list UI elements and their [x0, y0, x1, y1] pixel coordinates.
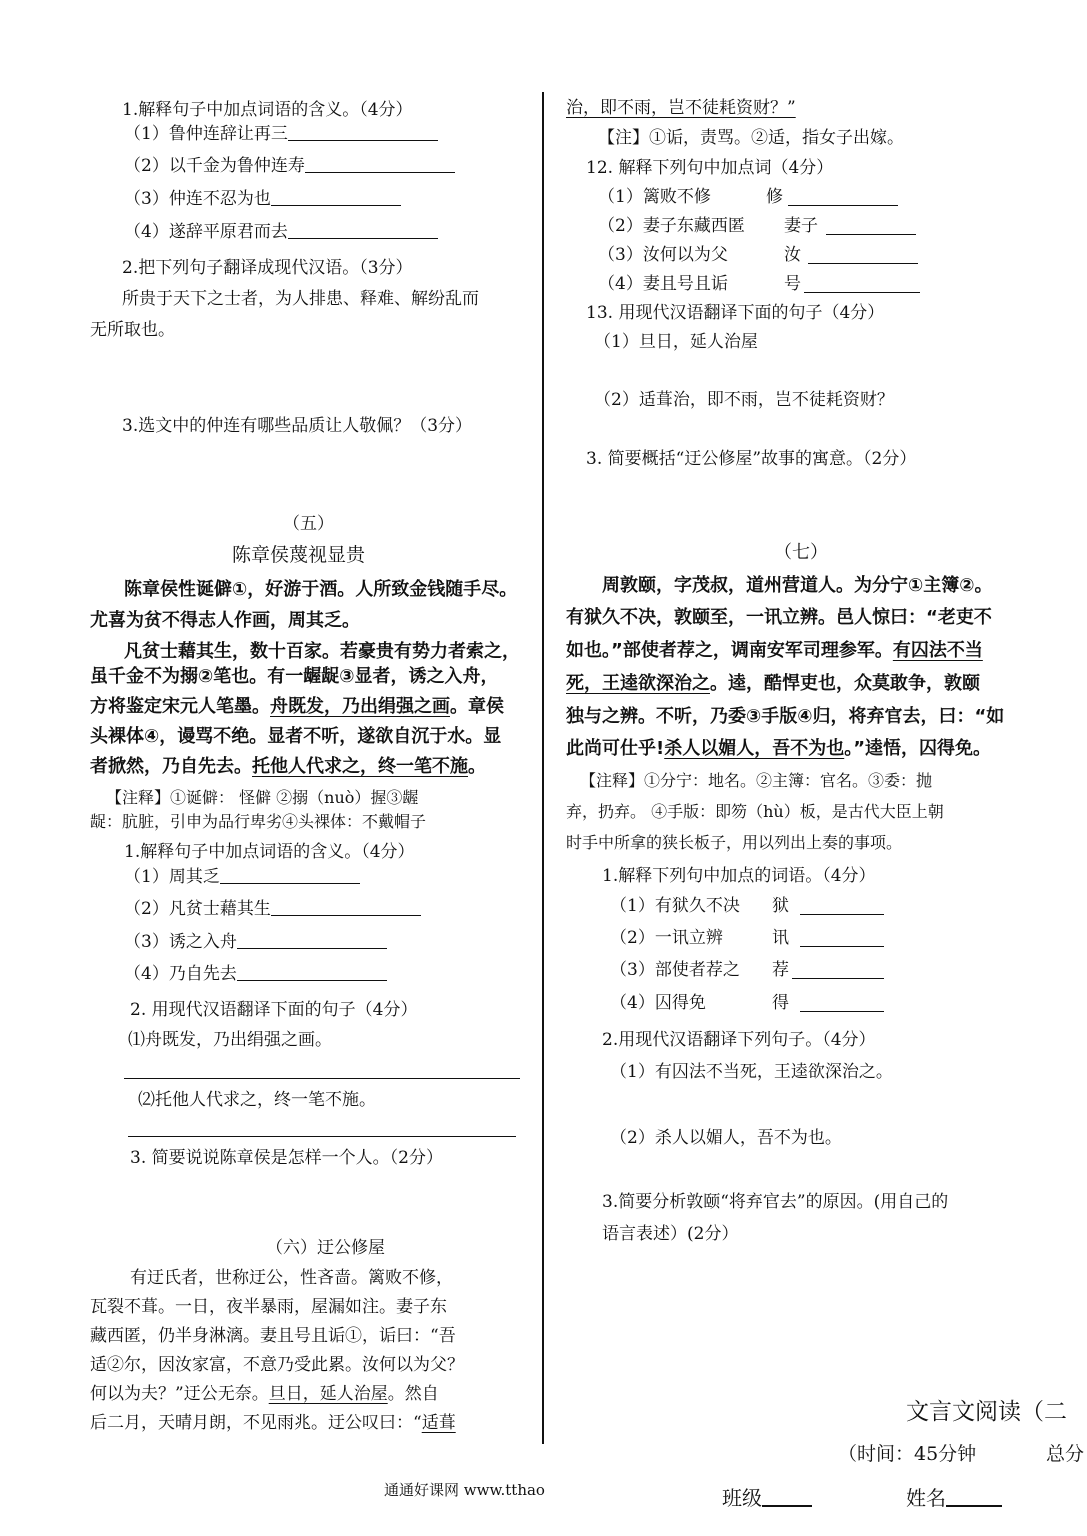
s5-passage-line: 陈章侯性诞僻①，好游于酒。人所致金钱随手尽。	[124, 579, 518, 600]
underlined-sentence: 托他人代求之，终一笔不施	[252, 756, 468, 777]
s6-q13-sentence: （1）旦日，延人治屋	[594, 332, 758, 352]
underlined-sentence: 死，王逵欲深治之	[566, 673, 710, 694]
s7-q1-item-3: （3）部使者荐之 荐	[610, 958, 740, 982]
s7-note: 【注释】①分宁：地名。②主簿：官名。③委：抛	[580, 771, 933, 790]
s5-passage-line: 尤喜为贫不得志人作画，周其乏。	[90, 610, 360, 631]
answer-blank[interactable]	[808, 247, 918, 264]
answer-blank[interactable]	[800, 995, 884, 1012]
underlined-sentence: 治，即不雨，岂不徒耗资财？”	[566, 98, 796, 118]
underlined-sentence: 旦日，延人治屋	[268, 1384, 388, 1404]
s6-passage-continued	[566, 96, 796, 120]
s5-q1-item-3: （3）诱之入舟	[124, 930, 387, 954]
s7-question-3: 语言表述）(2分）	[602, 1224, 739, 1244]
answer-blank[interactable]	[288, 124, 438, 141]
answer-blank[interactable]	[237, 932, 387, 949]
s7-passage-line: 死，王逵欲深治之。逵，酷悍吏也，众莫敢争，敦颐	[566, 673, 980, 694]
answer-line[interactable]	[124, 1078, 520, 1079]
s5-question-1: 1.解释句子中加点词语的含义。（4分）	[124, 842, 415, 862]
s6-question-13: 13. 用现代汉语翻译下面的句子（4分）	[586, 303, 885, 323]
answer-blank[interactable]	[804, 276, 920, 293]
s5-q1-item-1: （1）周其乏	[124, 865, 360, 889]
s5-passage-line: 方将鉴定宋元人笔墨。舟既发，乃出绢强之画。章侯	[90, 696, 504, 717]
s6-note: 【注】①诟，责骂。②适，指女子出嫁。	[598, 128, 904, 148]
s7-passage-line: 周敦颐，字茂叔，道州营道人。为分宁①主簿②。	[602, 575, 993, 596]
cover-title: 文言文阅读（二	[906, 1399, 1067, 1425]
answer-blank[interactable]	[800, 930, 884, 947]
answer-blank[interactable]	[305, 156, 455, 173]
s4-question-1: 1.解释句子中加点词语的含义。（4分）	[122, 100, 413, 120]
s7-question-1: 1.解释下列句中加点的词语。（4分）	[602, 866, 876, 886]
s7-passage-line: 此尚可仕乎!杀人以媚人，吾不为也。”逵悟，囚得免。	[566, 738, 992, 759]
s6-q12-item-1: （1）篱败不修 修	[598, 185, 711, 209]
class-label: 班级	[722, 1486, 762, 1510]
class-field	[722, 1486, 812, 1510]
s7-note: 时手中所拿的狭长板子，用以列出上奏的事项。	[566, 833, 903, 852]
s5-note: 龊：肮脏，引申为品行卑劣④头裸体：不戴帽子	[90, 812, 427, 831]
footer-watermark: 通通好课网 www.tthao	[384, 1481, 545, 1499]
answer-blank[interactable]	[826, 218, 916, 235]
section-5-title: 陈章侯蔑视显贵	[232, 544, 366, 566]
s5-passage-line: 者掀然，乃自先去。托他人代求之，终一笔不施。	[90, 756, 486, 777]
s5-note: 【注释】①诞僻： 怪僻 ②搦（nuò）握③龌	[106, 788, 419, 807]
answer-blank[interactable]	[271, 189, 401, 206]
s5-q2-sentence: ⑵托他人代求之，终一笔不施。	[138, 1090, 376, 1110]
answer-blank[interactable]	[792, 962, 884, 979]
s7-note: 弃，扔弃。 ④手版：即笏（hù）板，是古代大臣上朝	[566, 802, 944, 821]
answer-blank[interactable]	[800, 898, 884, 915]
s5-q1-item-4: （4）乃自先去	[124, 962, 387, 986]
s6-question-12: 12. 解释下列句中加点词（4分）	[586, 158, 834, 178]
s7-q2-sentence: （1）有囚法不当死，王逵欲深治之。	[610, 1062, 893, 1082]
s6-q12-item-4: （4）妻且号且诟 号	[598, 272, 728, 296]
class-input[interactable]	[762, 1489, 812, 1507]
section-7-number: （七）	[774, 542, 828, 563]
s5-q1-item-2: （2）凡贫士藉其生	[124, 897, 421, 921]
cover-total-score: 总分	[1046, 1443, 1085, 1465]
s6-passage-line: 瓦裂不葺。一日，夜半暴雨，屋漏如注。妻子东	[90, 1297, 447, 1317]
underlined-sentence: 杀人以媚人，吾不为也	[664, 738, 845, 759]
name-label: 姓名	[906, 1486, 946, 1510]
name-input[interactable]	[946, 1489, 1002, 1507]
answer-blank[interactable]	[220, 867, 360, 884]
s4-q1-item-2: （2）以千金为鲁仲连寿	[124, 154, 455, 178]
s7-q1-item-2: （2）一讯立辨 讯	[610, 926, 723, 950]
s5-question-2: 2. 用现代汉语翻译下面的句子（4分）	[130, 1000, 418, 1020]
s7-q2-sentence: （2）杀人以媚人，吾不为也。	[610, 1128, 842, 1148]
underlined-sentence: 适葺	[421, 1413, 456, 1433]
s5-passage-line: 虽千金不为搦②笔也。有一龌龊③显者，诱之入舟，	[90, 666, 499, 687]
s7-question-3: 3.简要分析敦颐“将弃官去”的原因。(用自己的	[602, 1192, 949, 1212]
s6-passage-line: 何以为夫？”迂公无奈。旦日，延人治屋。然自	[90, 1384, 439, 1404]
s6-q13-sentence: （2）适葺治，即不雨，岂不徒耗资财？	[594, 390, 894, 410]
s6-q12-item-3: （3）汝何以为父 汝	[598, 243, 728, 267]
s7-passage-line: 如也。”部使者荐之，调南安军司理参军。有囚法不当	[566, 640, 983, 661]
s7-passage-line: 独与之辨。不听，乃委③手版④归，将弃官去，曰：“如	[566, 706, 1005, 727]
s7-q1-item-1: （1）有狱久不决 狱	[610, 894, 740, 918]
s5-q2-sentence: ⑴舟既发，乃出绢强之画。	[128, 1030, 332, 1050]
s4-q1-item-4: （4）遂辞平原君而去	[124, 220, 438, 244]
s6-q12-item-2: （2）妻子东藏西匿 妻子	[598, 214, 745, 238]
s5-question-3: 3. 简要说说陈章侯是怎样一个人。（2分）	[130, 1148, 443, 1168]
s6-passage-line: 后二月，天晴月朗，不见雨兆。迂公叹曰：“适葺	[90, 1413, 456, 1433]
s4-q2-text: 所贵于天下之士者，为人排患、释难、解纷乱而	[122, 289, 479, 309]
s6-question-3: 3. 简要概括“迂公修屋”故事的寓意。（2分）	[586, 449, 917, 469]
answer-blank[interactable]	[237, 964, 387, 981]
section-5-number: （五）	[283, 514, 334, 534]
s4-q1-item-3: （3）仲连不忍为也	[124, 187, 401, 211]
s7-passage-line: 有狱久不决，敦颐至，一讯立辨。邑人惊曰：“老吏不	[566, 607, 992, 628]
answer-blank[interactable]	[788, 189, 898, 206]
s5-passage-line: 头裸体④，谩骂不绝。显者不听，遂欲自沉于水。显	[90, 726, 502, 747]
column-divider	[542, 92, 544, 1444]
s7-q1-item-4: （4）囚得免 得	[610, 991, 706, 1015]
s4-q1-item-1: （1）鲁仲连辞让再三	[124, 122, 438, 146]
s4-question-2: 2.把下列句子翻译成现代汉语。（3分）	[122, 258, 413, 278]
s7-question-2: 2.用现代汉语翻译下列句子。（4分）	[602, 1030, 876, 1050]
s4-q2-text: 无所取也。	[90, 320, 175, 340]
answer-blank[interactable]	[288, 222, 438, 239]
s5-passage-line: 凡贫士藉其生，数十百家。若豪贵有势力者索之，	[124, 641, 520, 662]
answer-blank[interactable]	[271, 899, 421, 916]
s6-passage-line: 适②尔，因汝家富，不意乃受此累。汝何以为父？	[90, 1355, 464, 1375]
name-field	[906, 1486, 1002, 1510]
underlined-sentence: 有囚法不当	[892, 640, 983, 661]
s6-passage-line: 藏西匿，仍半身淋漓。妻且号且诟①，诟曰：“吾	[90, 1326, 456, 1346]
cover-time: （时间：45分钟	[838, 1443, 977, 1465]
underlined-sentence: 舟既发，乃出绢强之画	[270, 696, 450, 717]
s6-passage-line: 有迂氏者，世称迂公，性吝啬。篱败不修，	[130, 1268, 453, 1288]
answer-line[interactable]	[128, 1136, 516, 1137]
section-6-title: （六）迂公修屋	[266, 1238, 385, 1258]
s4-question-3: 3.选文中的仲连有哪些品质让人敬佩？（3分）	[122, 416, 473, 436]
